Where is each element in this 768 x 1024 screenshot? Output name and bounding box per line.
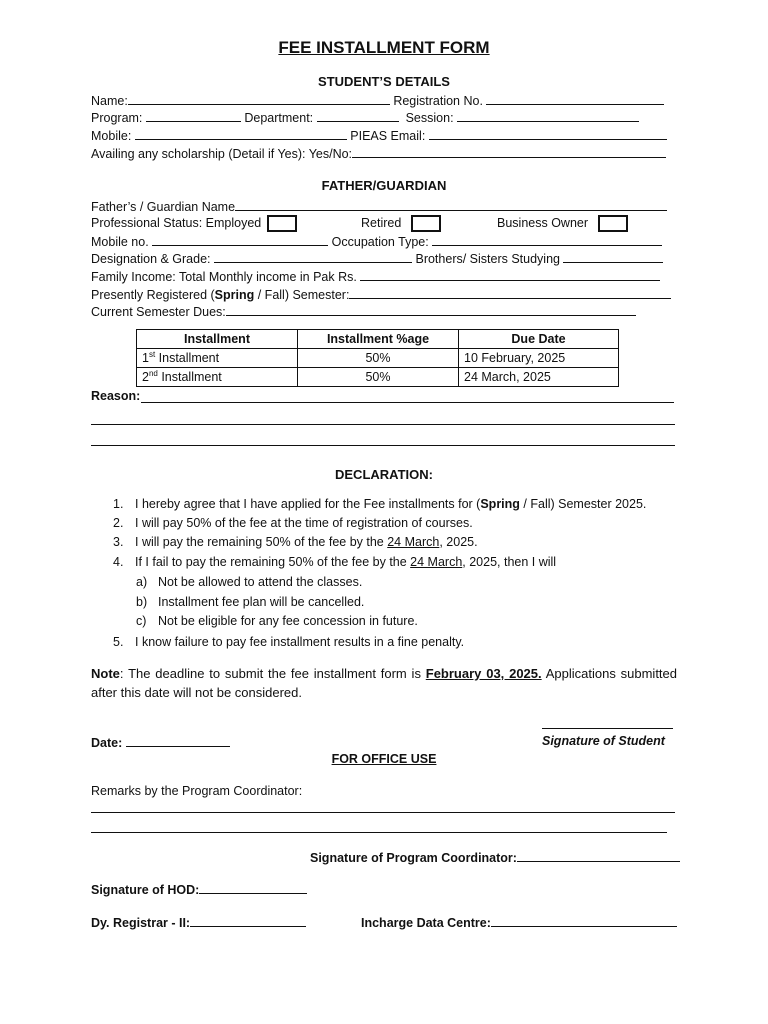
program-label: Program: (91, 111, 143, 125)
header-percentage: Installment %age (298, 330, 459, 349)
siblings-label: Brothers/ Sisters Studying (415, 252, 560, 266)
registration-field[interactable] (486, 92, 664, 105)
date-label: Date: (91, 736, 123, 750)
date-row (91, 734, 230, 750)
due-date-cell: 10 February, 2025 (459, 349, 619, 368)
department-label: Department: (244, 111, 314, 125)
designation-row (91, 250, 663, 266)
guardian-mobile-row (91, 233, 662, 249)
reason-field-line-3[interactable] (91, 445, 675, 446)
registered-prefix: Presently Registered ( (91, 288, 215, 302)
guardian-name-label: Father’s / Guardian Name (91, 200, 236, 214)
declaration-item-1: 1. I hereby agree that I have applied for the Fee installments for (Spring / Fall) Semester 2025. (113, 497, 647, 511)
program-field[interactable] (146, 109, 241, 122)
table-header-row (137, 330, 619, 349)
hod-signature-row (91, 881, 307, 897)
coordinator-signature-field[interactable] (517, 849, 680, 862)
declaration-sub-c: c) Not be eligible for any fee concession in future. (136, 614, 418, 628)
email-label: PIEAS Email: (350, 129, 426, 143)
due-date-cell: 24 March, 2025 (459, 368, 619, 387)
student-details-heading: STUDENT’S DETAILS (318, 74, 450, 89)
business-owner-checkbox[interactable] (598, 215, 628, 232)
student-signature-label: Signature of Student (542, 734, 665, 748)
registrar-label: Dy. Registrar - II: (91, 916, 191, 930)
table-row (137, 349, 619, 368)
business-group (497, 215, 628, 232)
email-field[interactable] (429, 127, 667, 140)
scholarship-field[interactable] (352, 145, 666, 158)
table-row (137, 368, 619, 387)
remarks-field-line-1[interactable] (91, 812, 675, 813)
declaration-item-3: 3. I will pay the remaining 50% of the fee by the 24 March, 2025. (113, 535, 478, 549)
student-mobile-label: Mobile: (91, 129, 132, 143)
scholarship-row (91, 145, 666, 161)
guardian-mobile-label: Mobile no. (91, 235, 149, 249)
registrar-row (91, 914, 306, 930)
business-owner-label: Business Owner (497, 215, 589, 230)
occupation-field[interactable] (432, 233, 662, 246)
program-row (91, 109, 639, 125)
declaration-item-4: 4. If I fail to pay the remaining 50% of the fee by the 24 March, 2025, then I will (113, 555, 557, 569)
installment-cell: 2nd Installment (137, 368, 298, 387)
office-use-heading: FOR OFFICE USE (331, 752, 437, 766)
data-centre-row (361, 914, 677, 930)
form-title: FEE INSTALLMENT FORM (278, 38, 490, 57)
deadline-note: Note: The deadline to submit the fee installment form is February 03, 2025. Applications submitted after this date will not be considered. (91, 666, 678, 700)
student-name-row (91, 92, 664, 108)
income-row (91, 268, 660, 284)
mobile-row (91, 127, 667, 143)
employed-label: Professional Status: Employed (91, 215, 262, 230)
declaration-heading: DECLARATION: (335, 467, 433, 482)
retired-group (361, 215, 441, 232)
coordinator-signature-label: Signature of Program Coordinator: (310, 851, 517, 865)
header-due-date: Due Date (459, 330, 619, 349)
guardian-heading: FATHER/GUARDIAN (321, 178, 447, 193)
student-name-field[interactable] (128, 92, 390, 105)
reason-field-line-1[interactable] (141, 402, 674, 403)
registered-semester-field[interactable] (349, 286, 671, 299)
retired-label: Retired (361, 215, 402, 230)
remarks-field-line-2[interactable] (91, 832, 667, 833)
retired-checkbox[interactable] (411, 215, 441, 232)
employed-checkbox[interactable] (267, 215, 297, 232)
income-field[interactable] (360, 268, 660, 281)
registration-label: Registration No. (393, 94, 483, 108)
scholarship-label: Availing any scholarship (Detail if Yes): Yes/No: (91, 147, 353, 161)
declaration-item-2: 2. I will pay 50% of the fee at the time of registration of courses. (113, 516, 473, 530)
student-signature-line[interactable] (542, 728, 673, 729)
percentage-cell: 50% (298, 349, 459, 368)
date-field[interactable] (126, 734, 230, 747)
income-label: Family Income: Total Monthly income in Pak Rs. (91, 270, 357, 284)
header-installment: Installment (137, 330, 298, 349)
siblings-field[interactable] (563, 250, 663, 263)
registered-semester-row (91, 286, 671, 302)
installment-cell: 1st Installment (137, 349, 298, 368)
session-label: Session: (405, 111, 454, 125)
percentage-cell: 50% (298, 368, 459, 387)
professional-status-row (91, 215, 297, 232)
declaration-sub-b: b) Installment fee plan will be cancelled. (136, 595, 365, 609)
registrar-field[interactable] (190, 914, 306, 927)
dues-field[interactable] (226, 303, 636, 316)
department-field[interactable] (317, 109, 399, 122)
coordinator-signature-row (310, 849, 680, 865)
declaration-item-5: 5. I know failure to pay fee installment results in a fine penalty. (113, 635, 465, 649)
data-centre-label: Incharge Data Centre: (361, 916, 491, 930)
registered-suffix: / Fall) Semester: (254, 288, 350, 302)
reason-label: Reason: (91, 389, 141, 403)
dues-row (91, 303, 636, 319)
guardian-mobile-field[interactable] (152, 233, 328, 246)
designation-field[interactable] (214, 250, 412, 263)
guardian-name-field[interactable] (235, 198, 667, 211)
student-mobile-field[interactable] (135, 127, 347, 140)
declaration-sub-a: a) Not be allowed to attend the classes. (136, 575, 363, 589)
installment-table (136, 329, 619, 387)
reason-row (91, 389, 140, 403)
hod-signature-label: Signature of HOD: (91, 883, 200, 897)
occupation-label: Occupation Type: (331, 235, 429, 249)
guardian-name-row (91, 198, 667, 214)
dues-label: Current Semester Dues: (91, 305, 226, 319)
hod-signature-field[interactable] (199, 881, 307, 894)
registered-spring: Spring (214, 288, 255, 302)
remarks-label: Remarks by the Program Coordinator: (91, 784, 303, 798)
reason-field-line-2[interactable] (91, 424, 675, 425)
data-centre-field[interactable] (491, 914, 677, 927)
session-field[interactable] (457, 109, 639, 122)
student-name-label: Name: (91, 94, 128, 108)
designation-label: Designation & Grade: (91, 252, 211, 266)
